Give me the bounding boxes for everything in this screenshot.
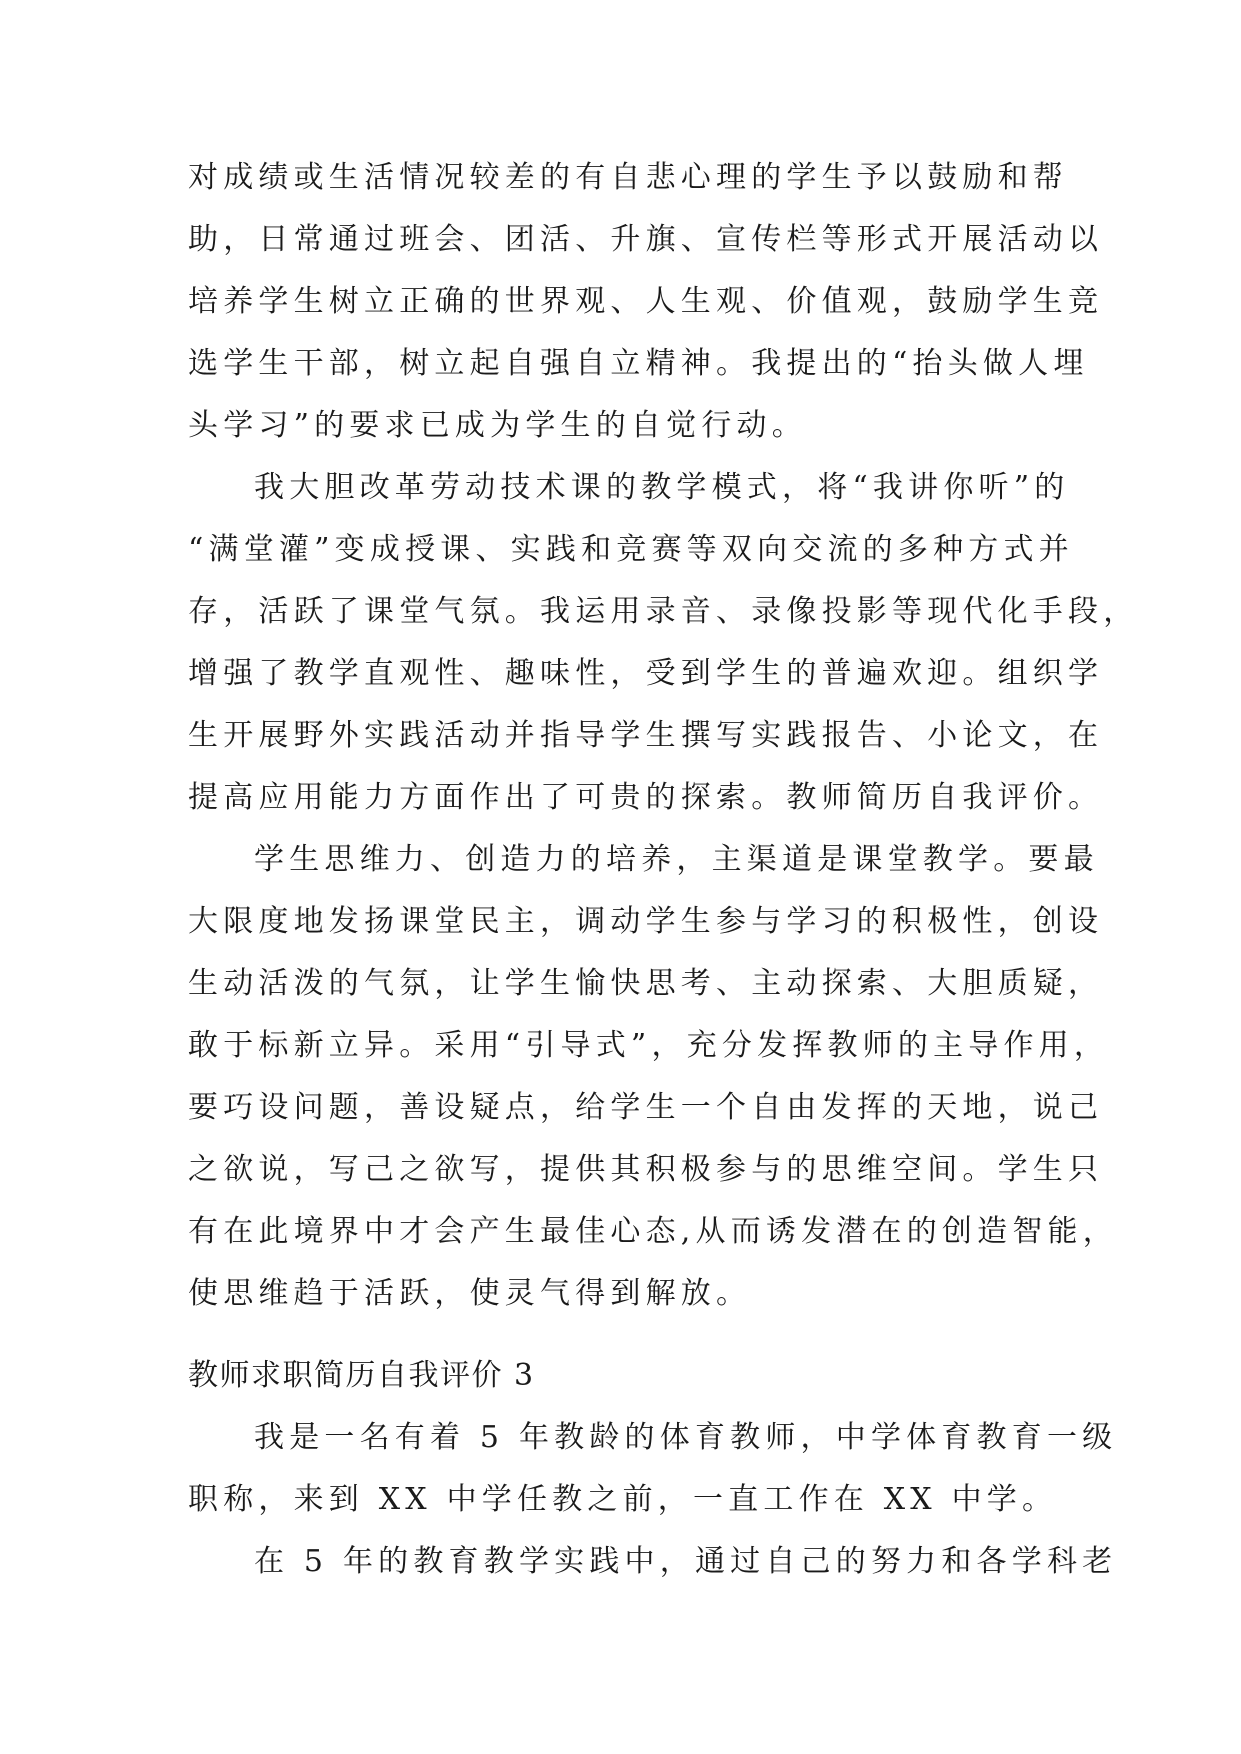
paragraph-1-line-4: 选学生干部，树立起自强自立精神。我提出的“抬头做人埋 <box>188 346 1089 381</box>
paragraph-3-line-5: 要巧设问题，善设疑点，给学生一个自由发挥的天地，说己 <box>188 1090 1104 1125</box>
paragraph-2-line-6: 提高应用能力方面作出了可贵的探索。教师简历自我评价。 <box>188 780 1104 815</box>
paragraph-1-line-5: 头学习”的要求已成为学生的自觉行动。 <box>188 408 807 443</box>
paragraph-3-line-3: 生动活泼的气氛，让学生愉快思考、主动探索、大胆质疑， <box>188 966 1104 1001</box>
paragraph-3-line-6: 之欲说，写己之欲写，提供其积极参与的思维空间。学生只 <box>188 1152 1104 1187</box>
paragraph-4-line-1: 我是一名有着 5 年教龄的体育教师，中学体育教育一级 <box>254 1420 1118 1455</box>
paragraph-2-line-5: 生开展野外实践活动并指导学生撰写实践报告、小论文，在 <box>188 718 1104 753</box>
paragraph-3-line-2: 大限度地发扬课堂民主，调动学生参与学习的积极性，创设 <box>188 904 1104 939</box>
paragraph-3-line-1: 学生思维力、创造力的培养，主渠道是课堂教学。要最 <box>254 842 1099 877</box>
paragraph-2-line-4: 增强了教学直观性、趣味性，受到学生的普遍欢迎。组织学 <box>188 656 1104 691</box>
paragraph-1-line-3: 培养学生树立正确的世界观、人生观、价值观，鼓励学生竞 <box>188 284 1104 319</box>
paragraph-1-line-2: 助，日常通过班会、团活、升旗、宣传栏等形式开展活动以 <box>188 222 1104 257</box>
paragraph-3-line-4: 敢于标新立异。采用“引导式”，充分发挥教师的主导作用， <box>188 1028 1110 1063</box>
paragraph-2-line-3: 存，活跃了课堂气氛。我运用录音、录像投影等现代化手段， <box>188 594 1139 629</box>
paragraph-3-line-8: 使思维趋于活跃，使灵气得到解放。 <box>188 1276 752 1311</box>
paragraph-2-line-2: “满堂灌”变成授课、实践和竞赛等双向交流的多种方式并 <box>188 532 1074 567</box>
paragraph-3-line-7: 有在此境界中才会产生最佳心态,从而诱发潜在的创造智能， <box>188 1214 1118 1249</box>
paragraph-2-line-1: 我大胆改革劳动技术课的教学模式，将“我讲你听”的 <box>254 470 1070 505</box>
section-heading: 教师求职简历自我评价 3 <box>188 1358 535 1393</box>
paragraph-5-line-1: 在 5 年的教育教学实践中，通过自己的努力和各学科老 <box>254 1544 1118 1579</box>
paragraph-4-line-2: 职称，来到 XX 中学任教之前，一直工作在 XX 中学。 <box>188 1482 1058 1517</box>
paragraph-1-line-1: 对成绩或生活情况较差的有自悲心理的学生予以鼓励和帮 <box>188 160 1068 195</box>
